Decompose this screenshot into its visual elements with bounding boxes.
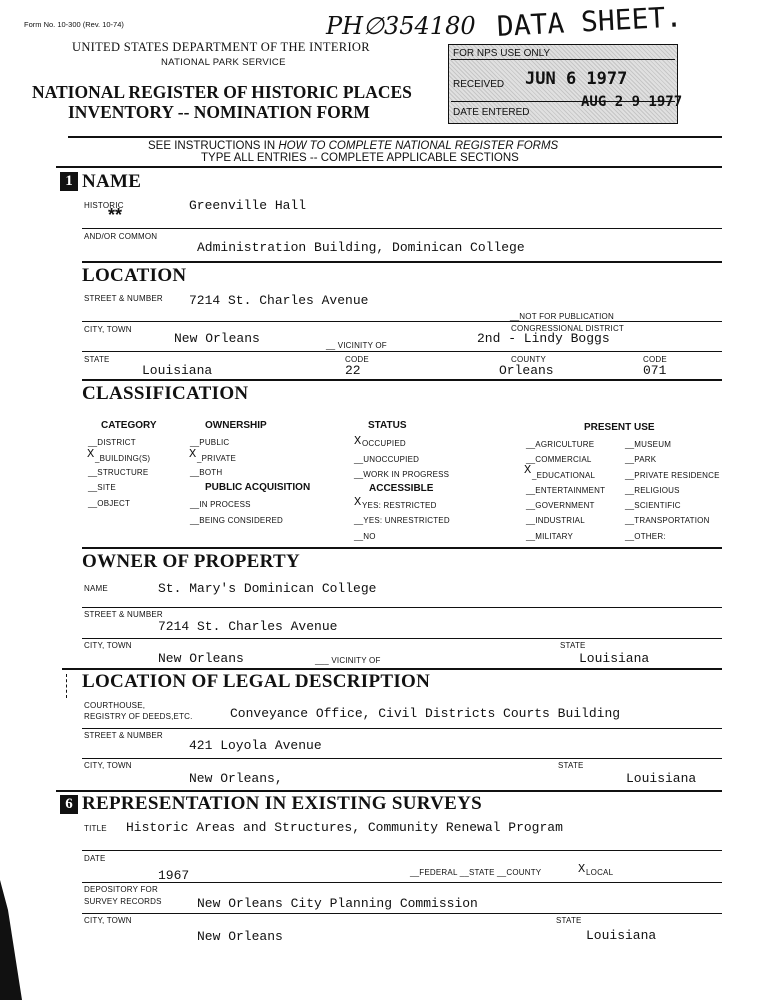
entered-date: AUG 2 9 1977 <box>581 94 683 110</box>
use-agriculture[interactable]: __AGRICULTURE <box>526 440 595 449</box>
data-sheet-stamp: DATA SHEET. <box>496 0 683 43</box>
survey-city-value: New Orleans <box>197 929 283 944</box>
service-name: NATIONAL PARK SERVICE <box>161 57 286 68</box>
handwritten-reference: PH∅354180 <box>326 12 476 40</box>
category-district[interactable]: __DISTRICT <box>88 438 136 447</box>
owner-city-label: CITY, TOWN <box>84 641 132 650</box>
state-code-label: CODE <box>345 355 369 364</box>
status-unoccupied[interactable]: __UNOCCUPIED <box>354 455 420 464</box>
rule-location <box>82 261 722 263</box>
ownership-private-mark: X <box>189 447 197 461</box>
rule-historic <box>82 228 722 229</box>
depository-label-line1: DEPOSITORY FOR <box>84 885 158 894</box>
form-title-line1: NATIONAL REGISTER OF HISTORIC PLACES <box>32 82 412 102</box>
survey-local-label[interactable]: LOCAL <box>586 868 614 877</box>
location-vicinity-label: __ VICINITY OF <box>326 341 387 350</box>
section-1-number: 1 <box>60 172 78 191</box>
rule-legal-street <box>82 758 722 759</box>
date-entered-label: DATE ENTERED <box>453 107 530 118</box>
use-park[interactable]: __PARK <box>625 455 657 464</box>
depository-label-line2: SURVEY RECORDS <box>84 897 162 906</box>
survey-levels[interactable]: __FEDERAL __STATE __COUNTY <box>410 868 542 877</box>
rule-owner <box>82 547 722 549</box>
owner-street-value: 7214 St. Charles Avenue <box>158 619 338 634</box>
accessible-no[interactable]: __NO <box>354 532 376 541</box>
location-street-value: 7214 St. Charles Avenue <box>189 293 369 308</box>
depository-value: New Orleans City Planning Commission <box>197 896 478 911</box>
not-for-publication: __NOT FOR PUBLICATION <box>510 312 614 321</box>
location-city-label: CITY, TOWN <box>84 325 132 334</box>
status-occupied[interactable]: OCCUPIED <box>362 439 406 448</box>
survey-state-label: STATE <box>556 916 582 925</box>
rule-depository <box>82 913 722 914</box>
congressional-district-label: CONGRESSIONAL DISTRICT <box>511 324 625 333</box>
rule-legal <box>62 668 722 670</box>
owner-street-label: STREET & NUMBER <box>84 610 163 619</box>
ownership-public[interactable]: __PUBLIC <box>190 438 230 447</box>
category-structure[interactable]: __STRUCTURE <box>88 468 149 477</box>
owner-state-label: STATE <box>560 641 586 650</box>
category-buildings[interactable]: _BUILDING(S) <box>95 454 151 463</box>
legal-state-value: Louisiana <box>626 771 697 786</box>
accessible-yes-unrestricted[interactable]: __YES: UNRESTRICTED <box>354 516 450 525</box>
location-state-value: Louisiana <box>142 363 213 378</box>
survey-city-label: CITY, TOWN <box>84 916 132 925</box>
location-heading: LOCATION <box>82 265 187 286</box>
instructions-form-title: HOW TO COMPLETE NATIONAL REGISTER FORMS <box>278 140 559 152</box>
ownership-both[interactable]: __BOTH <box>190 468 223 477</box>
section-6-number: 6 <box>60 795 78 814</box>
congressional-district-value: 2nd - Lindy Boggs <box>477 331 610 346</box>
classification-heading: CLASSIFICATION <box>82 383 249 404</box>
legal-description-heading: LOCATION OF LEGAL DESCRIPTION <box>82 671 431 692</box>
use-transportation[interactable]: __TRANSPORTATION <box>625 516 710 525</box>
survey-date-value: 1967 <box>158 868 190 883</box>
rule-location-street <box>82 321 722 322</box>
location-street-label: STREET & NUMBER <box>84 294 163 303</box>
legal-city-label: CITY, TOWN <box>84 761 132 770</box>
legal-margin-mark <box>66 674 67 698</box>
acquisition-in-process[interactable]: __IN PROCESS <box>190 500 251 509</box>
legal-state-label: STATE <box>558 761 584 770</box>
nps-divider-1 <box>451 59 675 60</box>
common-name-value: Administration Building, Dominican College <box>197 240 525 255</box>
survey-local-mark: X <box>578 862 586 876</box>
accessible-heading: ACCESSIBLE <box>369 483 434 494</box>
instructions-line1 <box>148 140 558 152</box>
county-value: Orleans <box>499 363 554 378</box>
surveys-heading: REPRESENTATION IN EXISTING SURVEYS <box>82 793 483 814</box>
form-number: Form No. 10-300 (Rev. 10-74) <box>24 20 124 29</box>
category-site[interactable]: __SITE <box>88 483 116 492</box>
public-acquisition-heading: PUBLIC ACQUISITION <box>205 482 311 493</box>
state-code-value: 22 <box>345 363 361 378</box>
location-city-value: New Orleans <box>174 331 260 346</box>
county-code-value: 071 <box>643 363 667 378</box>
use-entertainment[interactable]: __ENTERTAINMENT <box>526 486 606 495</box>
rule-location-city <box>82 351 722 352</box>
status-work-in-progress[interactable]: __WORK IN PROGRESS <box>354 470 450 479</box>
rule-survey-date <box>82 882 722 883</box>
received-date: JUN 6 1977 <box>525 69 628 89</box>
historic-handwritten-mark: ** <box>108 205 123 225</box>
use-educational-mark: X <box>524 463 532 477</box>
use-other[interactable]: __OTHER: <box>625 532 666 541</box>
category-object[interactable]: __OBJECT <box>88 499 131 508</box>
nps-use-box <box>448 44 683 124</box>
legal-city-value: New Orleans, <box>189 771 283 786</box>
nps-use-label: FOR NPS USE ONLY <box>453 48 551 59</box>
county-label: COUNTY <box>511 355 546 364</box>
instructions-prefix: SEE INSTRUCTIONS IN <box>148 140 279 152</box>
form-title-line2: INVENTORY -- NOMINATION FORM <box>68 102 370 122</box>
use-military[interactable]: __MILITARY <box>526 532 574 541</box>
survey-title-value: Historic Areas and Structures, Community Renewal Program <box>126 820 563 835</box>
courthouse-value: Conveyance Office, Civil Districts Courts Building <box>230 706 621 721</box>
category-heading: CATEGORY <box>101 420 157 431</box>
owner-city-value: New Orleans <box>158 651 244 666</box>
owner-vicinity-label: ___ VICINITY OF <box>315 656 381 665</box>
common-name-label: AND/OR COMMON <box>84 232 158 241</box>
survey-state-value: Louisiana <box>586 928 657 943</box>
use-museum[interactable]: __MUSEUM <box>625 440 672 449</box>
legal-street-value: 421 Loyola Avenue <box>189 738 322 753</box>
status-heading: STATUS <box>368 420 407 431</box>
category-building-mark: X <box>87 447 95 461</box>
use-educational[interactable]: _EDUCATIONAL <box>532 471 596 480</box>
location-state-label: STATE <box>84 355 110 364</box>
use-scientific[interactable]: __SCIENTIFIC <box>625 501 681 510</box>
courthouse-label-line1: COURTHOUSE, <box>84 701 146 710</box>
use-religious[interactable]: __RELIGIOUS <box>625 486 680 495</box>
legal-street-label: STREET & NUMBER <box>84 731 163 740</box>
owner-name-label: NAME <box>84 584 108 593</box>
rule-owner-name <box>82 607 722 608</box>
use-industrial[interactable]: __INDUSTRIAL <box>526 516 585 525</box>
rule-courthouse <box>82 728 722 729</box>
scan-edge-shadow <box>0 880 26 1000</box>
instructions-line2: TYPE ALL ENTRIES -- COMPLETE APPLICABLE SECTIONS <box>201 152 519 164</box>
county-code-label: CODE <box>643 355 667 364</box>
historic-name-value: Greenville Hall <box>189 198 307 213</box>
rule-instructions <box>68 136 722 138</box>
survey-date-label: DATE <box>84 854 106 863</box>
department-name: UNITED STATES DEPARTMENT OF THE INTERIOR <box>72 40 370 54</box>
owner-name-value: St. Mary's Dominican College <box>158 581 377 596</box>
rule-owner-street <box>82 638 722 639</box>
ownership-heading: OWNERSHIP <box>205 420 267 431</box>
ownership-private[interactable]: _PRIVATE <box>197 454 237 463</box>
received-label: RECEIVED <box>453 79 505 90</box>
rule-surveys <box>56 790 722 792</box>
survey-title-label: TITLE <box>84 824 107 833</box>
accessible-restricted-mark: X <box>354 495 362 509</box>
acquisition-being-considered[interactable]: __BEING CONSIDERED <box>190 516 283 525</box>
use-commercial[interactable]: __COMMERCIAL <box>526 455 592 464</box>
historic-label: HISTORIC <box>84 201 124 210</box>
status-occupied-mark: X <box>354 434 362 448</box>
owner-state-value: Louisiana <box>579 651 650 666</box>
use-private-residence[interactable]: __PRIVATE RESIDENCE <box>625 471 720 480</box>
rule-classification <box>82 379 722 381</box>
use-government[interactable]: __GOVERNMENT <box>526 501 595 510</box>
name-heading: NAME <box>82 171 142 192</box>
present-use-heading: PRESENT USE <box>584 422 655 433</box>
rule-survey-title <box>82 850 722 851</box>
accessible-yes-restricted[interactable]: YES: RESTRICTED <box>362 501 437 510</box>
rule-name <box>56 166 722 168</box>
owner-heading: OWNER OF PROPERTY <box>82 551 301 572</box>
courthouse-label-line2: REGISTRY OF DEEDS,ETC. <box>84 712 193 721</box>
